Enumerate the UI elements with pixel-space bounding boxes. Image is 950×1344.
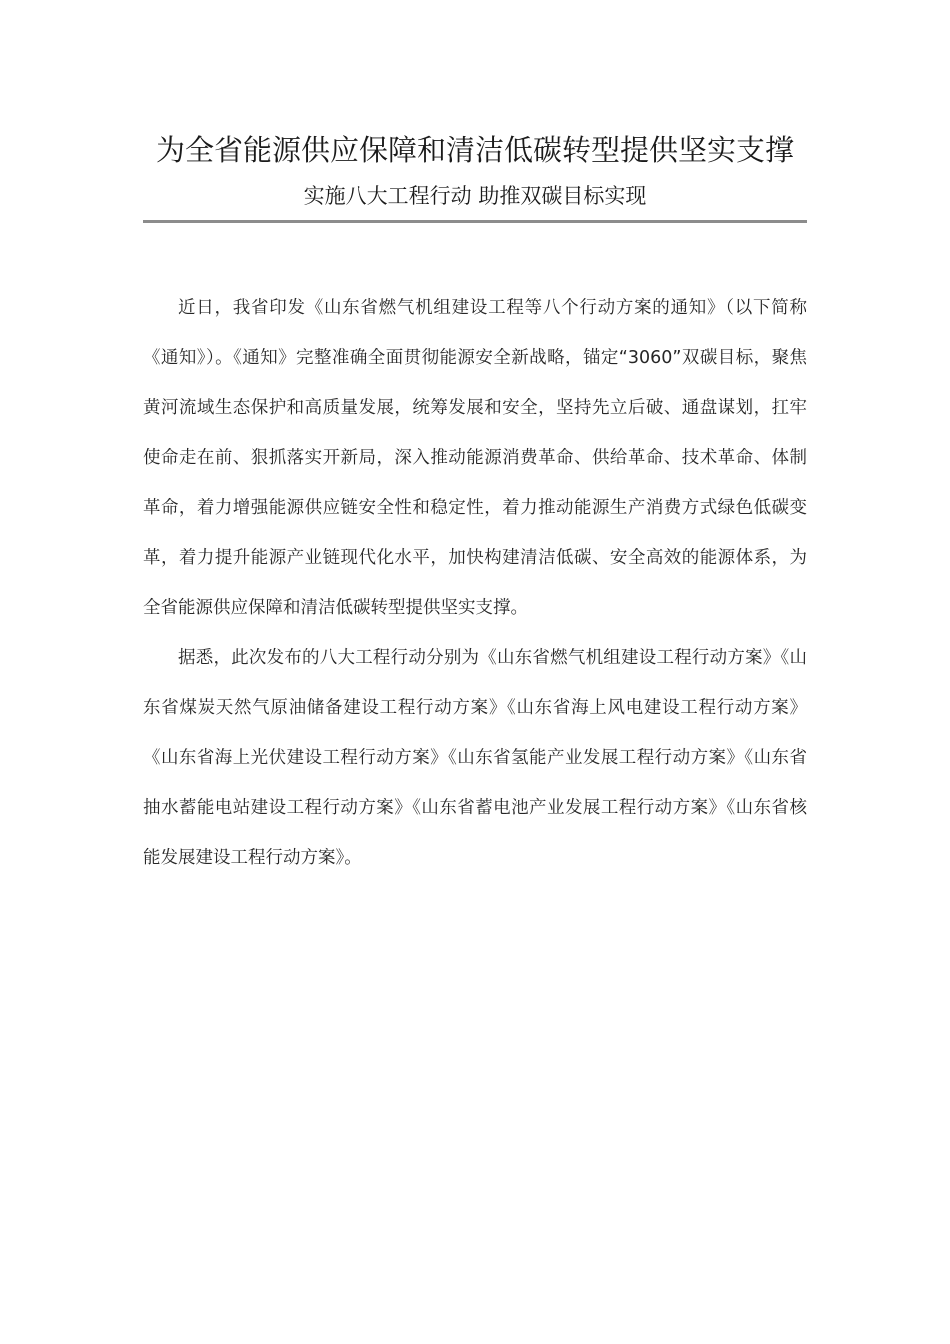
paragraph-2: 据悉，此次发布的八大工程行动分别为《山东省燃气机组建设工程行动方案》《山东省煤炭天然气原油储备建设工程行动方案》《山东省海上风电建设工程行动方案》《山东省海上光伏建设工程行动方案》《山东省氢能产业发展工程行动方案》《山东省抽水蓄能电站建设工程行动方案》《山东省蓄电池产业发展工程行动方案》《山东省核能发展建设工程行动方案》。 [143,648,807,868]
document-page [143,128,807,883]
page-subtitle: 实施八大工程行动 助推双碳目标实现 [303,184,647,208]
page-title: 为全省能源供应保障和清洁低碳转型提供坚实支撑 [155,133,794,167]
article-body [143,283,807,883]
paragraph-1: 近日，我省印发《山东省燃气机组建设工程等八个行动方案的通知》（以下简称《通知》）。《通知》完整准确全面贯彻能源安全新战略，锚定“3060”双碳目标，聚焦黄河流域生态保护和高质量发展，统筹发展和安全，坚持先立后破、通盘谋划，扛牢使命走在前、狠抓落实开新局，深入推动能源消费革命、供给革命、技术革命、体制革命，着力增强能源供应链安全性和稳定性，着力推动能源生产消费方式绿色低碳变革，着力提升能源产业链现代化水平，加快构建清洁低碳、安全高效的能源体系，为全省能源供应保障和清洁低碳转型提供坚实支撑。 [143,298,807,618]
title-divider [143,220,807,223]
